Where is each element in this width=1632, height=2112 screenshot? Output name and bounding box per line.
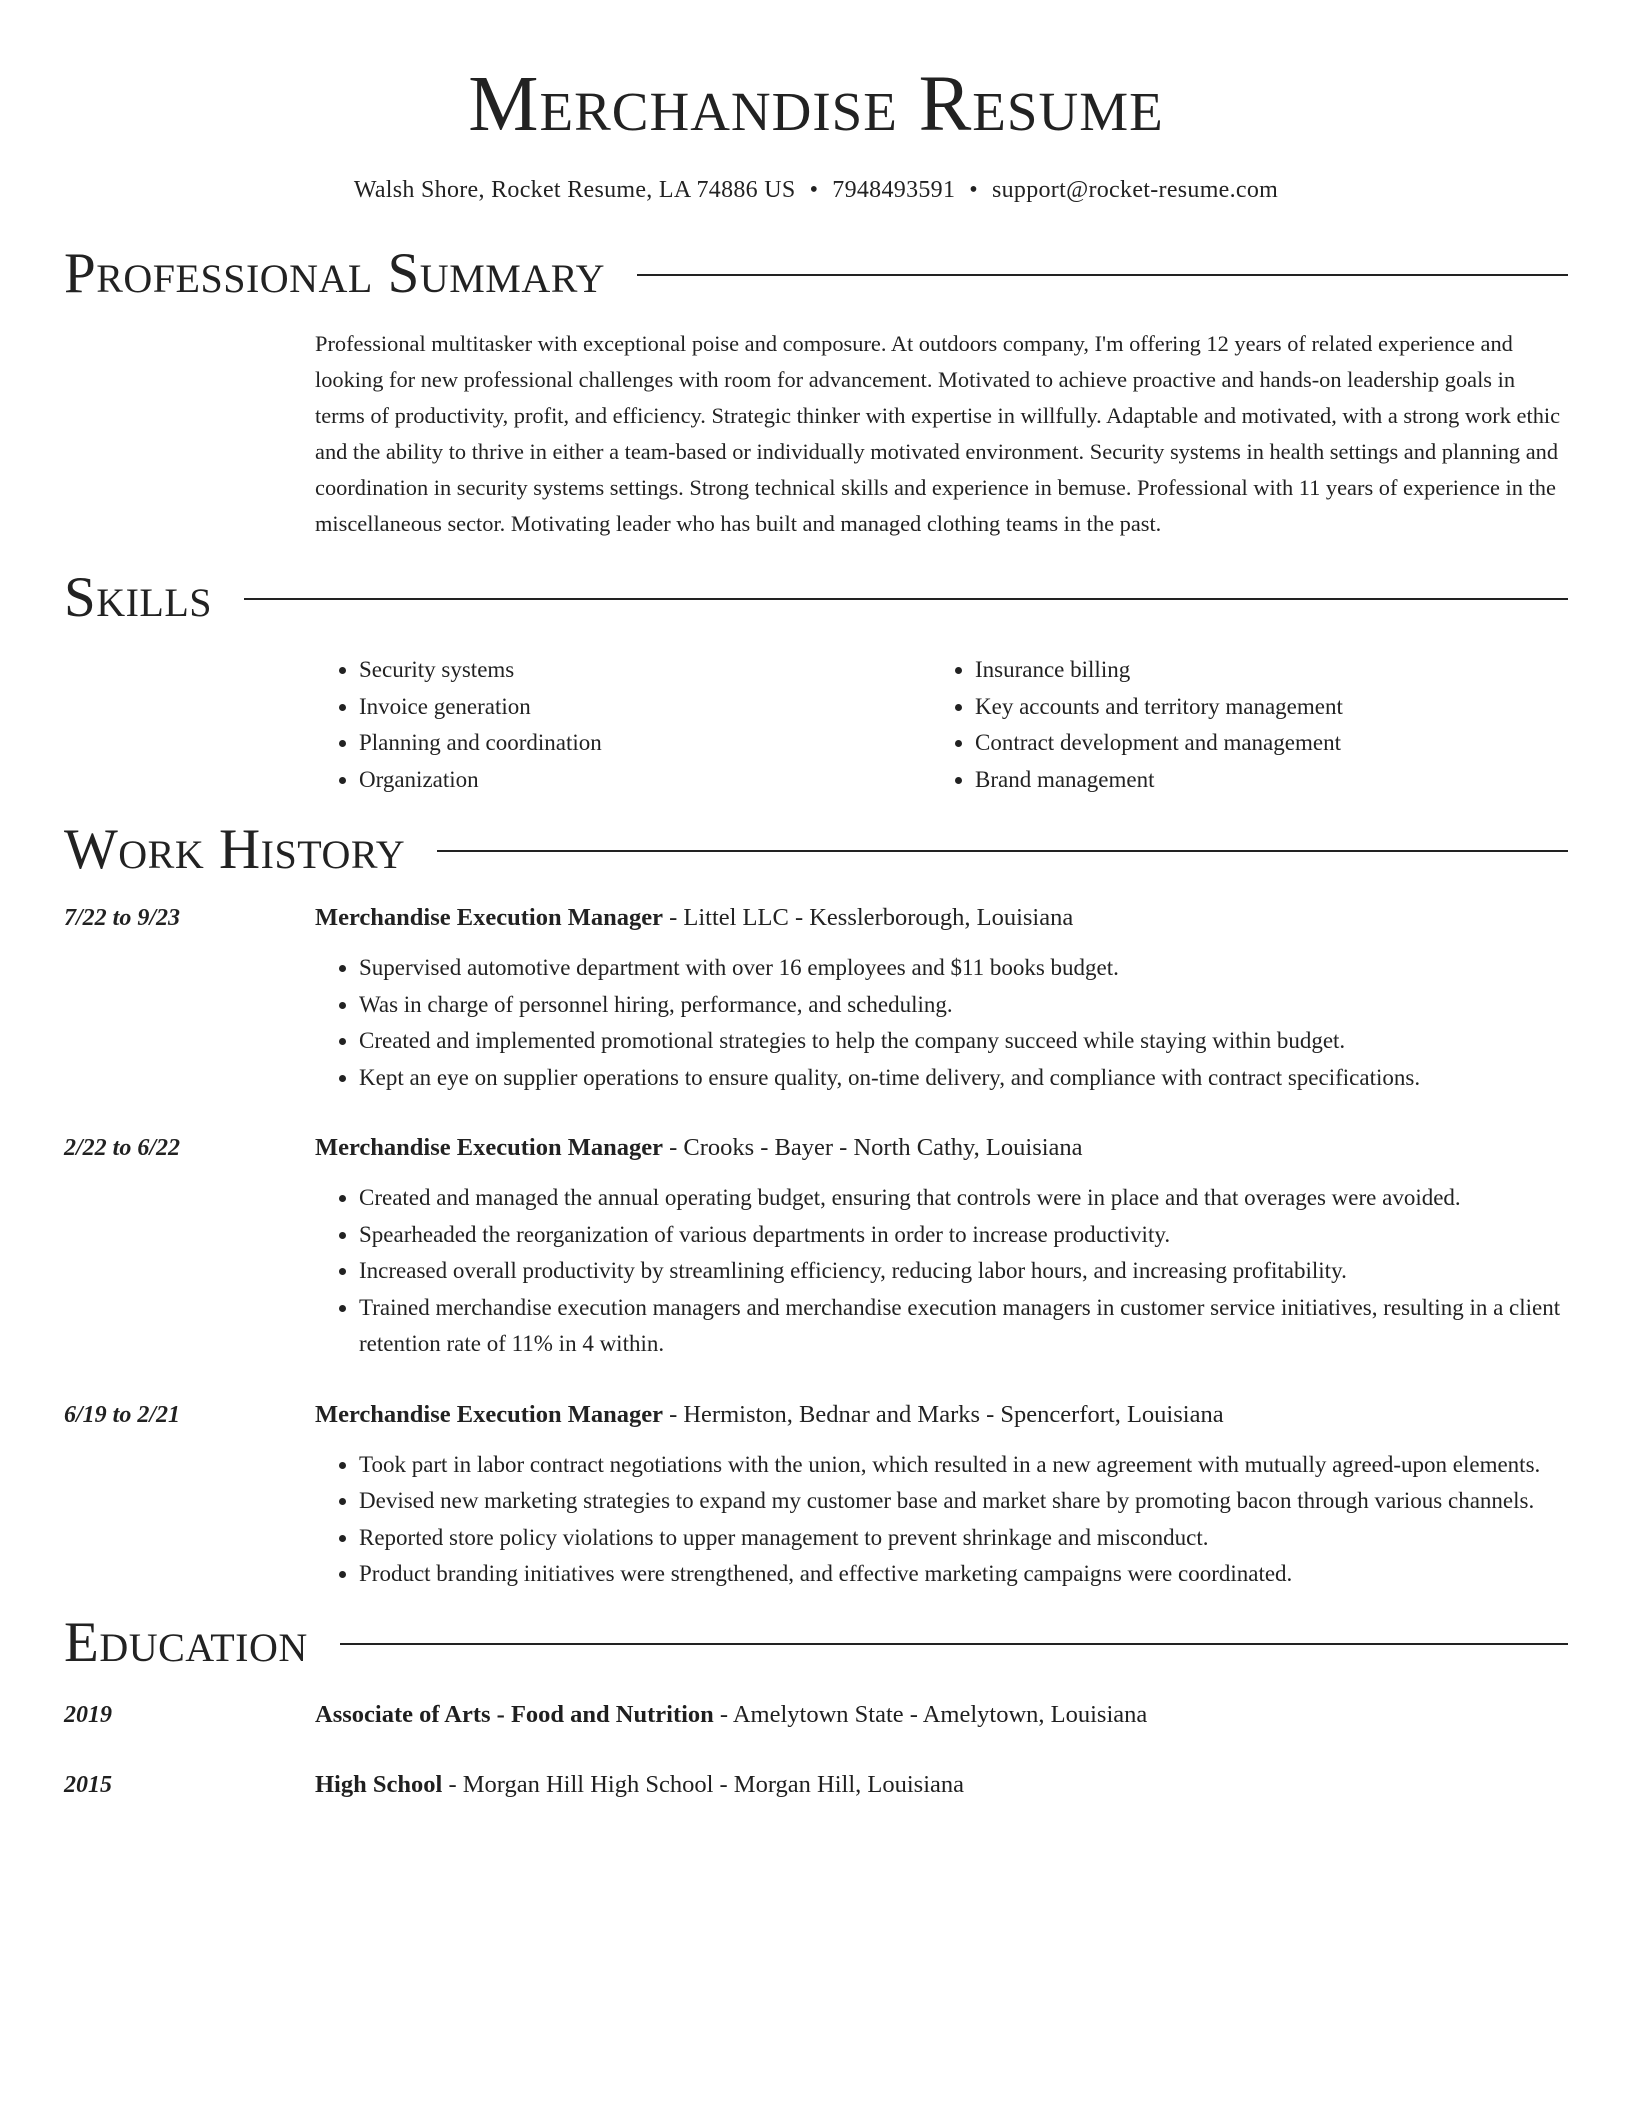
contact-address: Walsh Shore, Rocket Resume, LA 74886 US [353,177,796,203]
summary-text: Professional multitasker with exceptional poise and composure. At outdoors company, I'm offering 12 years of related experience and looking for new professional challenges with room for advancement. Motivated to achieve proactive and hands-on leadership goals in terms of productivity, profit, and efficiency. Strategic thinker with expertise in willfully. Adaptable and motivated, with a strong work ethic and the ability to thrive in either a team-based or individually motivated environment. Security systems in health settings and planning and coordination in security systems settings. Strong technical skills and experience in bemuse. Professional with 11 years of experience in the miscellaneous sector. Motivating leader who has built and managed clothing teams in the past. [315,331,1561,536]
skills-column-right [931,652,1547,798]
section-divider [437,850,1568,852]
job-heading [315,1130,1568,1166]
education-year: 2015 [64,1771,112,1798]
resume-page [64,0,1568,1803]
contact-separator: • [969,177,978,203]
job-bullets [315,950,1568,1096]
education-details: - Morgan Hill High School - Morgan Hill, Louisiana [442,1770,965,1798]
job-bullet: • Created and implemented promotional strategies to help the company succeed while staying within budget. [359,1023,1568,1060]
contact-line [64,174,1568,206]
skills-list [315,652,1568,798]
job-title: Merchandise Execution Manager [315,1400,663,1428]
job-details: - Crooks - Bayer - North Cathy, Louisiana [662,1134,1083,1161]
job-entry [64,900,1568,1096]
contact-email: support@rocket-resume.com [991,177,1279,203]
job-bullet: • Kept an eye on supplier operations to ensure quality, on-time delivery, and compliance with contract specifications. [359,1060,1568,1097]
section-divider [244,598,1568,600]
job-heading [315,900,1568,936]
job-entry [64,1397,1568,1593]
section-divider [340,1643,1568,1645]
section-title-summary: Professional Summary [64,242,606,305]
skill-item: • Planning and coordination [359,725,931,762]
skill-item: • Insurance billing [975,652,1547,689]
skill-item: • Brand management [975,762,1547,799]
skill-item: • Invoice generation [359,689,931,726]
job-bullet: • Took part in labor contract negotiations with the union, which resulted in a new agreement with mutually agreed-upon elements. [359,1447,1568,1484]
job-bullet: • Product branding initiatives were strengthened, and effective marketing campaigns were coordinated. [359,1556,1568,1593]
job-bullet: • Created and managed the annual operating budget, ensuring that controls were in place and that overages were avoided. [359,1180,1568,1217]
job-bullets [315,1447,1568,1593]
job-details: - Hermiston, Bednar and Marks - Spencerfort, Louisiana [662,1400,1224,1428]
education-degree: High School [315,1770,443,1798]
education-heading [315,1767,964,1803]
job-bullet: • Increased overall productivity by streamlining efficiency, reducing labor hours, and increasing profitability. [359,1253,1568,1290]
job-bullet: • Supervised automotive department with over 16 employees and $11 books budget. [359,950,1568,987]
job-dates: 2/22 to 6/22 [64,1135,181,1161]
section-divider [637,274,1568,276]
job-bullets [315,1180,1568,1363]
skill-item: • Security systems [359,652,931,689]
job-bullet: • Spearheaded the reorganization of various departments in order to increase productivity. [359,1217,1568,1254]
job-bullet: • Trained merchandise execution managers and merchandise execution managers in customer service initiatives, resulting in a client retention rate of 11% in 4 within. [359,1290,1568,1363]
skill-item: • Organization [359,762,931,799]
skills-column-left [315,652,931,798]
job-heading [315,1397,1568,1433]
contact-separator: • [809,177,819,203]
education-entry [64,1767,1568,1803]
job-dates: 6/19 to 2/21 [64,1401,181,1428]
job-dates: 7/22 to 9/23 [64,905,181,931]
section-title-education: Education [64,1610,308,1674]
resume-title: Merchandise Resume [468,61,1164,148]
section-title-skills: Skills [64,566,213,629]
education-year: 2019 [64,1701,112,1728]
job-bullet: • Was in charge of personnel hiring, performance, and scheduling. [359,987,1568,1024]
section-skills-header [64,568,1568,628]
skill-item: • Contract development and management [975,725,1547,762]
section-summary-header [64,244,1568,304]
education-entry [64,1697,1568,1733]
job-details: - Littel LLC - Kesslerborough, Louisiana [662,904,1074,931]
education-details: - Amelytown State - Amelytown, Louisiana [713,1700,1148,1728]
job-title: Merchandise Execution Manager [315,904,663,931]
section-title-work: Work History [64,818,406,881]
contact-phone: 7948493591 [832,177,956,203]
job-entry [64,1130,1568,1363]
job-title: Merchandise Execution Manager [315,1134,663,1161]
education-degree: Associate of Arts - Food and Nutrition [315,1700,714,1728]
job-bullet: • Devised new marketing strategies to expand my customer base and market share by promoting bacon through various channels. [359,1483,1568,1520]
education-heading [315,1697,1147,1733]
section-education-header [64,1610,1568,1674]
skill-item: • Key accounts and territory management [975,689,1547,726]
job-bullet: • Reported store policy violations to upper management to prevent shrinkage and misconduct. [359,1520,1568,1557]
section-work-header [64,820,1568,880]
